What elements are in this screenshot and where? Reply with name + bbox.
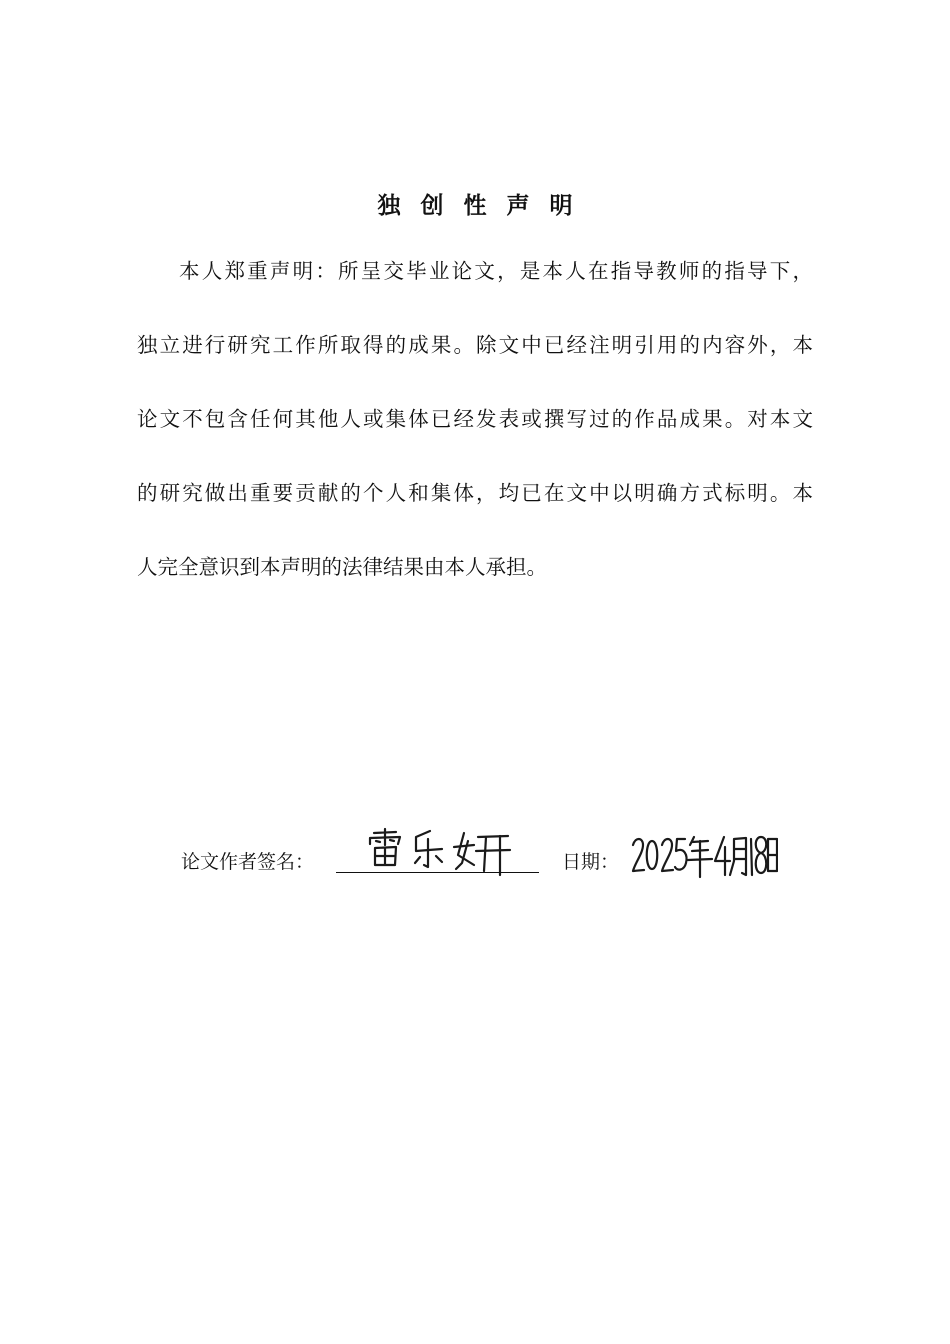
signature-underline: [336, 872, 539, 873]
page-title: 独创性声明: [377, 193, 593, 219]
author-signature-label: 论文作者签名：: [181, 851, 315, 873]
handwritten-date: [630, 831, 778, 883]
declaration-body: [137, 252, 813, 622]
declaration-line: 独立进行研究工作所取得的成果。除文中已经注明引用的内容外，本: [137, 333, 813, 357]
signature-row: [0, 825, 950, 885]
declaration-line: 本人郑重声明：所呈交毕业论文，是本人在指导教师的指导下，: [179, 259, 813, 283]
declaration-line: 论文不包含任何其他人或集体已经发表或撰写过的作品成果。对本文: [137, 407, 813, 431]
declaration-line: 的研究做出重要贡献的个人和集体，均已在文中以明确方式标明。本: [137, 481, 813, 505]
date-label: 日期：: [562, 851, 620, 873]
declaration-line: 人完全意识到本声明的法律结果由本人承担。: [137, 555, 547, 579]
